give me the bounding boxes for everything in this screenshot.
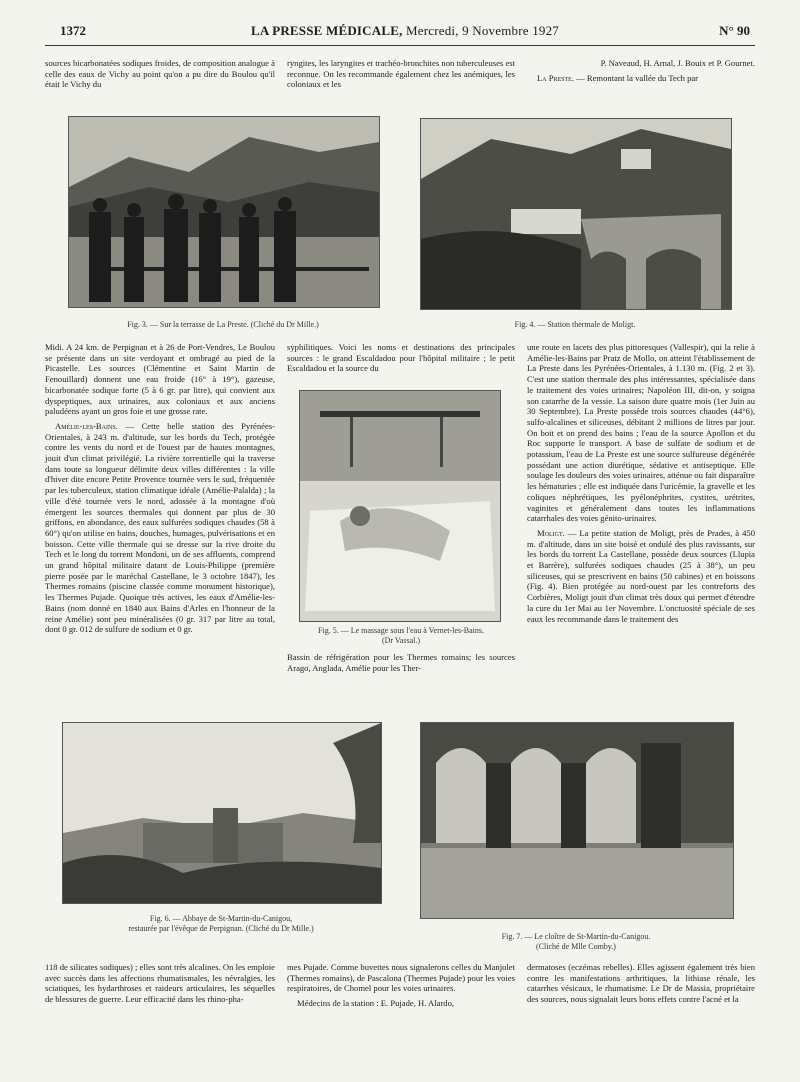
figure-6-photo [62, 722, 382, 904]
bottom-col-1 [45, 962, 275, 1005]
mid-col-3 [527, 342, 755, 624]
text-paragraph: Bassin de réfrigération pour les Thermes romains; les sources Arago, Anglada, Amélie pour les Ther- [287, 652, 515, 673]
section-text: — Remontant la vallée du Tech par [574, 72, 699, 83]
top-col-2 [287, 58, 515, 90]
text-paragraph [527, 73, 755, 84]
figure-4-caption: Fig. 4. — Station thermale de Moligt. [514, 320, 636, 329]
text-paragraph: une route en lacets des plus pittoresques (Vallespir), qui la relie à Amélie-les-Bains par Pratz de Mollo, on atteint l'établissement de La Preste dans les Pyrénées-Orientales, à 1.130 m. (Fig. 2 et 3). C'est une station thermale des plus intéressantes, spécialisée dans le traitement des voies urinaires; Napoléon III, dit-on, y soigna son catarrhe de la vessie. La saison dure quatre mois (1er Juin au 30 Septembre). La Preste possède trois sources chaudes (44°6), sulfo-alcalines et siliceuses, débitant 2 millions de litres par jour. On boit et on prend des bains ; l'eau de la source Apollon et du Roc supporte le transport. A base de sulfate de sodium et de potassium, l'eau de La Preste est une source sulfureuse dégénérée possédant une action diurétique, sédative et antiseptique. Elle soulage les douleurs des voies urinaires, atténue ou fait disparaître les hématuries ; elle est indiquée dans l'uricémie, la gravelle et les coliques néphrétiques, les pyélonéphrites, cystites, urétrites, vaginites et généralement dans toutes les inflammations catarrhales des voies génito-urinaires. [527, 342, 755, 524]
text-paragraph: mes Pujade. Comme buvettes nous signalerons celles du Manjolet (Thermes romains), de Pascalona (Thermes Pujade) pour les voies respiratoires, de Chomel pour les voies urinaires. [287, 962, 515, 994]
figure-5-caption [287, 626, 515, 646]
caption-line: Fig. 6. — Abbaye de St-Martin-du-Canigou, [149, 914, 293, 923]
caption-line: Fig. 7. — Le cloître de St-Martin-du-Canigou. [501, 932, 651, 941]
issue-number: N° 90 [719, 23, 750, 38]
journal-name: LA PRESSE MÉDICALE, [251, 23, 403, 38]
figure-7-photo [420, 722, 734, 919]
figure-4-photo [420, 118, 732, 310]
bottom-col-2 [287, 962, 515, 1009]
section-heading: Moligt. [537, 527, 565, 538]
text-paragraph: 118 de silicates sodiques) ; elles sont très alcalines. On les emploie avec succès dans les affections rhumatismales, les névralgies, les sciatiques, les hydarthroses et raideurs articulaires, les séquelles de blessures de guerre. Leur efficacité dans les rhino-pha- [45, 962, 275, 1005]
bottom-col-3 [527, 962, 755, 1005]
caption-line: (Dr Vassal.) [381, 636, 421, 645]
text-paragraph: syphilitiques. Voici les noms et destinations des principales sources : le grand Escaldadou pour l'hôpital militaire ; le petit Escaldadou et la source du [287, 342, 515, 374]
text-paragraph: Médecins de la station : E. Pujade, H. Alardo, [297, 998, 455, 1009]
mid-col-1 [45, 342, 275, 678]
page-header [60, 20, 750, 42]
mid-col-2-top [287, 342, 515, 374]
caption-line: Fig. 5. — Le massage sous l'eau à Vernet-les-Bains. [318, 626, 484, 635]
caption-line: (Cliché de Mlle Comby.) [536, 942, 616, 951]
text-paragraph [45, 421, 275, 635]
issue-date: Mercredi, 9 Novembre 1927 [402, 23, 559, 38]
page-number: 1372 [60, 23, 86, 38]
text-paragraph: ryngites, les laryngites et trachéo-bronchites non tuberculeuses est reconnue. On les recommande également chez les anémiques, les coloniaux et les [287, 58, 515, 90]
section-text: — La petite station de Moligt, près de Prades, à 450 m. d'altitude, dans un site boisé et ondulé des plus ravissants, sur les bords du torrent La Castellane, possède deux sources (Llupia et Barrère), sulfurées sodiques chaudes (25 à 38°), un peu siliceuses, qui se prescrivent en bains (50 cabines) et en boissons (Fig. 4). Bien protégée au nord-ouest par les contreforts des Corbières, Moligt jouit d'un climat très doux qui permet d'étendre la cure du 1er Mai au 1er Novembre. L'onctuosité spéciale de ses eaux les recommande dans le traitement des [527, 527, 755, 624]
journal-title [60, 23, 750, 39]
figure-3-photo [68, 116, 380, 308]
section-heading: La Preste. [537, 72, 574, 83]
text-paragraph: sources bicarbonatées sodiques froides, de composition analogue à celle des eaux de Vichy au point qu'on a pu dire du Boulou qu'il était le Vichy du [45, 58, 275, 90]
figure-6-caption [62, 914, 380, 934]
figure-3-caption: Fig. 3. — Sur la terrasse de La Preste. (Cliché du Dr Mille.) [127, 320, 319, 329]
caption-line: restaurée par l'évêque de Perpignan. (Cliché du Dr Mille.) [128, 924, 314, 933]
author-list: P. Naveaud, H. Arnal, J. Bouix et P. Gournet. [600, 58, 755, 68]
top-col-3 [527, 58, 755, 83]
text-paragraph: dermatoses (eczémas rebelles). Elles agissent également très bien contre les manifestations arthritiques, la lithiase rénale, les catarrhes vésicaux, le rhumatisme. Le Dr de Massia, propriétaire des sources, nous signalait leurs bons effets contre l'acné et la [527, 962, 755, 1005]
section-heading: Amélie-les-Bains. [55, 420, 118, 431]
header-rule [45, 45, 755, 46]
top-col-1 [45, 58, 275, 90]
text-paragraph: Midi. A 24 km. de Perpignan et à 26 de Port-Vendres, Le Boulou se présente dans un site verdoyant et ombragé au pied de la Picastelle. Les sources (Clémentine et Saint Martin de Fenouillard) donnent une eau froide (16° à 19°), gazeuse, bicarbonatée sodique forte (5 à 6 gr. par litre), qui convient aux dyspeptiques, aux urinaires, aux coloniaux et aux anciens paludéens ayant un gros foie et une grosse rate. [45, 342, 275, 417]
figure-7-caption [420, 932, 732, 952]
figure-5-photo [299, 390, 501, 622]
mid-col-2-bottom [287, 652, 515, 673]
section-text: — Cette belle station des Pyrénées-Orientales, à 243 m. d'altitude, sur les bords du Tech, protégée contre les vents du nord et de l'ouest par de hautes montagnes, jouit d'un climat privilégié. La rivière torrentielle qui la traverse dans toute sa longueur délimite deux villes différentes : la ville d'hiver dite encore Petite Provence tournée vers le sud, fréquentée par les tuberculeux, station climatique idéale (Amélie-Palalda) ; la ville d'été tournée vers le nord, adossée à la montagne d'où émergent les sources thermales qui donnent par plus de 30 griffons, en abondance, des eaux sulfurées sodiques chaudes (58 à 60°) qu'on utilise en bains, douches, humages, pulvérisations et en boisson. Cette ville thermale qui se dresse sur la rive droite du Tech et le long du torrent Mondoni, un de ses affluents, comprend un grand hôpital militaire datant de Louis-Philippe (première pierre posée par le maréchal Castellane, le 3 octobre 1847), les Thermes romains (piscine classée comme monument historique), les Thermes Pujade. Quoique très actives, les eaux d'Amélie-les-Bains (nom donné en 1840 aux Bains d'Arles en l'honneur de la reine Amélie) sont peu minéralisées (0 gr. 317 par litre au total, dont 0 gr. 012 de sulfure de sodium et 0 gr. [45, 420, 275, 635]
text-paragraph [527, 528, 755, 624]
